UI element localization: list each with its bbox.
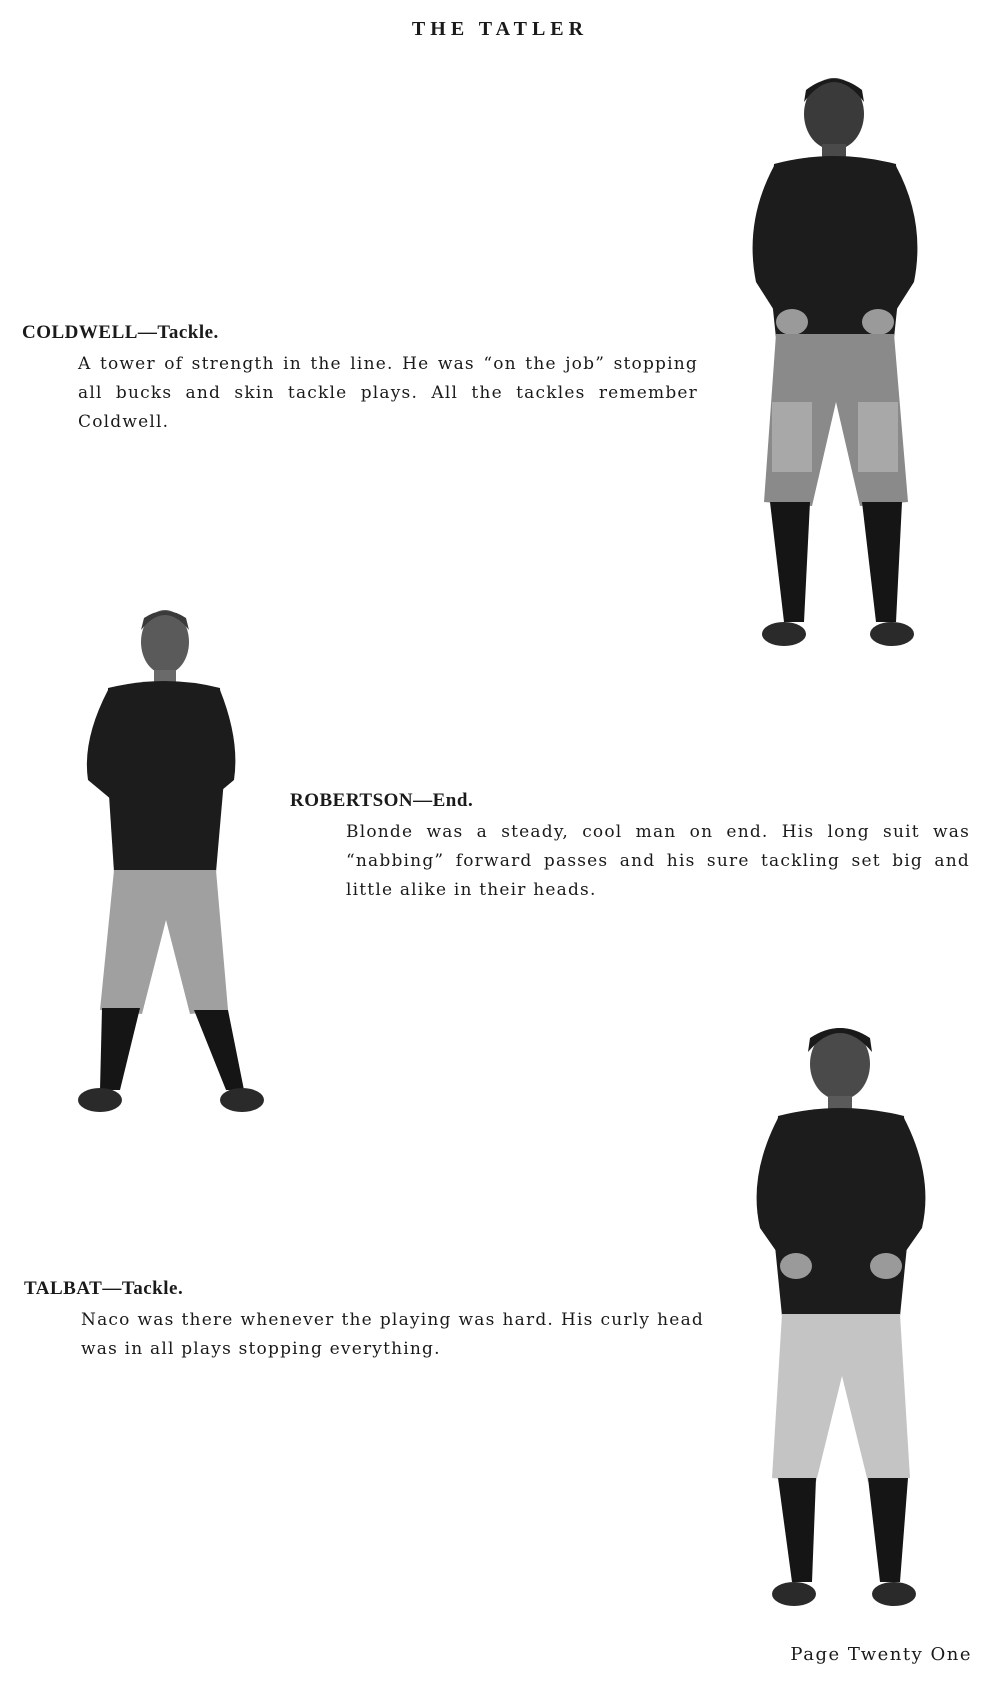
player-description: A tower of strength in the line. He was “on the job” stopping all bucks and skin tackle plays. All the tackles remember Coldwell. bbox=[78, 354, 698, 432]
player-description: Naco was there whenever the playing was hard. His curly head was in all plays stopping everything. bbox=[81, 1310, 704, 1359]
player-photo-talbat bbox=[718, 1016, 968, 1636]
player-description: Blonde was a steady, cool man on end. His long suit was “nabbing” forward passes and his sure tackling set big and little alike in their heads. bbox=[346, 822, 970, 900]
page-number: Page Twenty One bbox=[790, 1644, 972, 1665]
player-name: COLDWELL—Tackle. bbox=[22, 322, 219, 343]
player-name: TALBAT—Tackle. bbox=[24, 1278, 184, 1299]
player-entry-coldwell bbox=[22, 322, 698, 437]
player-photo-robertson bbox=[30, 600, 275, 1140]
player-entry-talbat bbox=[24, 1278, 704, 1364]
player-photo-coldwell bbox=[712, 62, 962, 682]
page-header: THE TATLER bbox=[411, 18, 589, 40]
player-name: ROBERTSON—End. bbox=[290, 790, 474, 811]
player-entry-robertson bbox=[290, 790, 970, 905]
